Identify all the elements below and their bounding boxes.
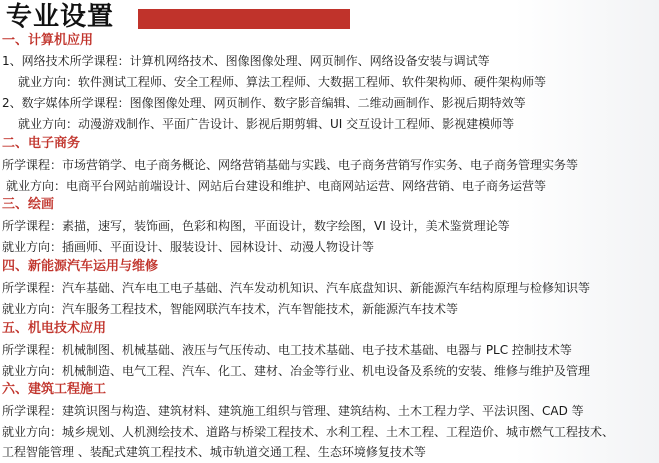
career-line: 就业方向：城乡规划、人机测绘技术、道路与桥梁工程技术、水利工程、土木工程、工程造价、城市燃气工程技术、 <box>2 425 615 439</box>
title-accent-bar <box>138 9 350 29</box>
career-line: 就业方向：机械制造、电气工程、汽车、化工、建材、冶金等行业、机电设备及系统的安装、维修与维护及管理 <box>2 364 591 378</box>
section-heading: 四、新能源汽车运用与维修 <box>2 259 159 274</box>
course-line: 所学课程：建筑识图与构造、建筑材料、建筑施工组织与管理、建筑结构、土木工程力学、平法识图、CAD 等 <box>2 404 584 418</box>
career-line: 就业方向：汽车服务工程技术，智能网联汽车技术，汽车智能技术，新能源汽车技术等 <box>2 302 459 316</box>
section-heading: 三、绘画 <box>2 197 55 212</box>
course-line: 所学课程：机械制图、机械基础、液压与气压传动、电工技术基础、电子技术基础、电器与 PLC 控制技术等 <box>2 343 572 357</box>
career-line: 就业方向：插画师、平面设计、服装设计、园林设计、动漫人物设计等 <box>2 240 375 254</box>
career-line: 就业方向：电商平台网站前端设计、网站后台建设和维护、电商网站运营、网络营销、电子商务运营等 <box>6 179 547 193</box>
career-line-continued: 工程智能管理 、装配式建筑工程技术、城市轨道交通工程、生态环境修复技术等 <box>2 445 426 459</box>
section-heading: 二、电子商务 <box>2 136 81 151</box>
course-line: 2、数字媒体所学课程：图像图像处理、网页制作、数字影音编辑、二维动画制作、影视后期特效等 <box>2 96 526 110</box>
section-heading: 一、计算机应用 <box>2 33 94 48</box>
career-line: 就业方向：软件测试工程师、安全工程师、算法工程师、大数据工程师、软件架构师、硬件架构师等 <box>18 75 547 89</box>
course-line: 所学课程：素描，速写，装饰画，色彩和构图，平面设计，数字绘图，VI 设计，美术鉴赏理论等 <box>2 219 510 233</box>
course-line: 1、网络技术所学课程：计算机网络技术、图像图像处理、网页制作、网络设备安装与调试等 <box>2 54 490 68</box>
section-heading: 六、建筑工程施工 <box>2 382 107 397</box>
course-line: 所学课程：汽车基础、汽车电工电子基础、汽车发动机知识、汽车底盘知识、新能源汽车结构原理与检修知识等 <box>2 281 591 295</box>
page-title: 专业设置 <box>6 2 115 32</box>
career-line: 就业方向：动漫游戏制作、平面广告设计、影视后期剪辑、UI 交互设计工程师、影视建模师等 <box>18 117 515 131</box>
header <box>4 2 659 32</box>
course-line: 所学课程：市场营销学、电子商务概论、网络营销基础与实践、电子商务营销写作实务、电子商务管理实务等 <box>2 158 579 172</box>
section-heading: 五、机电技术应用 <box>2 321 107 336</box>
